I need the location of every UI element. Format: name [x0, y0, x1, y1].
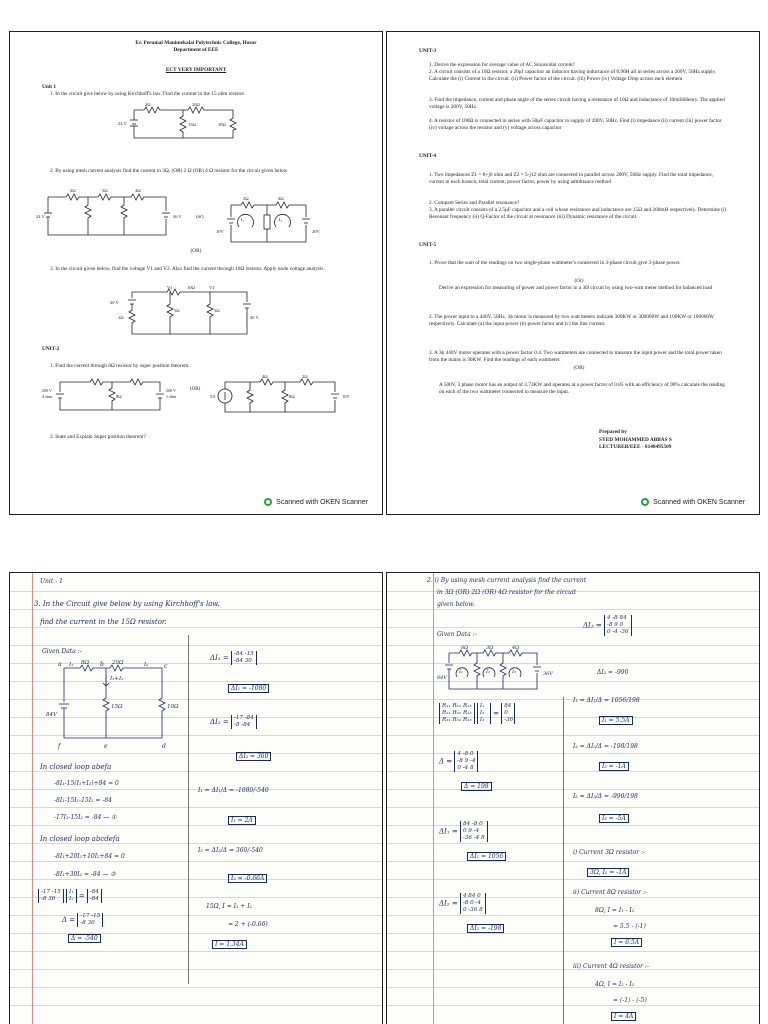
delta-i3-result: ΔI₃ = -990	[597, 669, 629, 676]
di2-row-1: 4 84 0	[462, 893, 481, 899]
unit4-heading: UNIT-4	[419, 153, 437, 159]
current-3ohm-result: 3Ω, I₂ = -1A	[587, 868, 629, 877]
delta-matrix	[62, 913, 103, 927]
loop1-heading: In closed loop abefa	[40, 763, 112, 771]
mesh-row-3: R₃₁ R₃₂ R₃₃	[442, 716, 472, 723]
label-v: 84V	[46, 712, 57, 718]
loop2-heading: In closed loop abcdefa	[40, 835, 120, 843]
label-v2: 36V	[543, 671, 553, 677]
i1-calculation: I₁ = ΔI₁/Δ = -1080/-540	[198, 787, 269, 794]
unit5-or-1: (Or)	[574, 278, 584, 284]
matrix-equation: -17 -15 -8 30 I₁ I₂ = -84 -84	[38, 889, 102, 903]
scanner-watermark	[264, 498, 368, 506]
unit3-item-3: 3. Find the impedance, current and phase angle of the series circuit having a resistance of 10Ω and inductance of 10milliHenry. The applied voltage is 200V, 50Hz.	[429, 97, 725, 110]
prepared-by-label: Prepared by	[599, 429, 627, 435]
m-a21: -8	[41, 895, 47, 902]
unit4-item-2: 2. Compare Series and Parallel resonance?	[429, 200, 520, 206]
mesh-sources: 84 0 -36	[501, 703, 515, 724]
delta-result: Δ = 198	[461, 782, 492, 791]
scanner-logo-icon	[264, 498, 272, 506]
label-r3: 4Ω	[512, 645, 520, 651]
i2-calculation: I₂ = ΔI₂/Δ = -198/198	[573, 743, 638, 750]
label-v2: 36 V	[173, 214, 182, 219]
label-r5: 8Ω	[289, 394, 295, 399]
unit5-question-2: 2. The power input to a 440V, 50Hz, 3ϕ motor is measured by two watt meters indicate 300KW or 300000W and 100KW or 100000W respectively. Calculate (a) the input power (b) power factor and (c) the line current.	[429, 314, 714, 327]
question-line-1: 3. In the Circuit give below by using Kirchhoff's law,	[34, 600, 220, 608]
delta-row-3: 0 -4 8	[457, 764, 474, 771]
page-handwritten-mesh-solution	[386, 572, 760, 1024]
label-v-left: 20 V	[110, 300, 119, 305]
label-r1: 8Ω	[81, 660, 90, 666]
label-isrc: 5A	[210, 394, 216, 399]
di2-d: -84	[241, 721, 251, 728]
m-b1: -84	[89, 889, 99, 895]
unit2-question-2: 2. State and Explain Super position theorem?	[50, 434, 146, 440]
unit5-heading: UNIT-5	[419, 242, 437, 248]
loop1-eq-1: -8I₁-15(I₁+I₂)+84 = 0	[54, 780, 119, 787]
current-4ohm-line-2: = (-1) - (-5)	[613, 997, 647, 1004]
node-b: b	[100, 661, 104, 668]
question-line-2: in 3Ω (OR) 2Ω (OR) 4Ω resistor for the circuit	[437, 589, 577, 596]
mesh-row-1: R₁₁ R₁₂ R₁₃	[442, 703, 472, 709]
unit1-question-3: 3. In the circuit given below, find the voltage V1 and V2. Also find the current through 10Ω resistor. Apply node voltage analysis.	[50, 266, 325, 272]
delta-i2-result: ΔI₂ = 360	[236, 752, 271, 761]
di1-row-1: 84 -8 0	[462, 821, 483, 827]
di2-a: -17	[233, 715, 243, 721]
mesh-row-2: R₂₁ R₂₂ R₂₃	[442, 709, 472, 716]
unit2-heading: UNIT-2	[42, 346, 60, 352]
unit3-item-4: 4. A resistor of 100Ω is connected in series with 50μF capacitor to supply of 200V, 50Hz. Find (i) impedance (ii) current (iii) power factor (iv) voltage across the resistor and (v) voltage across capacitor	[429, 118, 722, 131]
node-f: f	[58, 743, 61, 750]
question-line-1: 2. i) By using mesh current analysis find the current	[427, 577, 587, 584]
label-r-left: 2Ω	[118, 315, 124, 320]
current-8ohm-line-2: = 5.5 - (-1)	[613, 923, 646, 930]
label-r-top1: 2Ω	[145, 102, 151, 107]
di2-c: -8	[233, 721, 240, 728]
label-or: (OR)	[190, 387, 201, 392]
scanner-label: Scanned with OKEN Scanner	[653, 498, 745, 506]
di1-a: -84	[233, 651, 243, 657]
circuit-diagram-kirchhoff	[118, 102, 243, 144]
given-data-label: Given Data :-	[42, 648, 82, 655]
delta-label: Δ =	[62, 915, 76, 924]
label-r1: 4 ohm	[42, 394, 53, 399]
di1-b: -15	[244, 651, 254, 657]
label-v1: 24 V	[36, 214, 45, 219]
d-a22: 30	[87, 919, 95, 926]
di2-b: -84	[244, 715, 254, 721]
label-r2: 3Ω	[486, 645, 494, 651]
given-data-label: Given Data :-	[437, 631, 477, 638]
delta-i1-result: ΔI₁ = -1080	[228, 684, 269, 693]
loop2-eq-1: -8I₁+20I₂+10I₂+84 = 0	[54, 853, 125, 860]
delta-i1-matrix	[210, 651, 257, 665]
current-4ohm-result: I = 4A	[611, 1012, 636, 1021]
label-r1b: 2Ω	[243, 196, 249, 201]
m-x2: I₂	[69, 895, 74, 902]
handdrawn-circuit-diagram	[44, 658, 184, 754]
label-v3: 10V	[342, 394, 350, 399]
label-source: 24 V	[118, 121, 127, 126]
delta-i2-label: ΔI₂ =	[210, 717, 229, 726]
i2-result: I₂ = -0.66A	[228, 874, 267, 883]
unit1-heading: Unit 1	[42, 84, 56, 90]
question-line-3: given below.	[437, 601, 475, 608]
page-ect-unit-1-2	[9, 31, 383, 515]
di3-row-2: -8 9 0	[606, 621, 624, 628]
delta-i2-matrix: ΔI₂ = 4 84 0 -8 0 -4 0 -36 8	[439, 893, 486, 914]
final-current-result: I = 1.34A	[212, 940, 247, 949]
label-r3: 4Ω	[262, 374, 268, 379]
delta-matrix: Δ = 4 -8 0 -8 9 -4 0 -4 8	[439, 751, 478, 772]
di1-row-2: 0 9 -4	[462, 827, 480, 834]
delta-i2-result: ΔI₂ = -198	[467, 924, 504, 933]
delta-row-1: 4 -8 0	[457, 751, 474, 757]
label-v2: 200 V	[166, 388, 176, 393]
node-a: a	[58, 661, 62, 668]
label-r-mid1: 5Ω	[174, 308, 180, 313]
label-r-top: 10Ω	[187, 285, 195, 290]
label-i3: I₃	[512, 669, 516, 675]
college-name: Er. Perumal Manimekalai Polytechnic College, Hosur	[135, 40, 257, 46]
label-r3b: 4Ω	[278, 196, 284, 201]
unit1-question-2: 2. By using mesh current analysis find the current in 3Ω, (OR) 2 Ω (OR) 4 Ω resistor for the circuit given below	[50, 168, 288, 174]
i1-result: I₁ = 2A	[228, 816, 256, 825]
unit5-question-1b: Derive an expression for measuring of power and power factor in a 3Ø circuit by using two-watt meter method for balanced load	[439, 285, 713, 291]
label-r2: 20Ω	[112, 660, 124, 666]
node-d: d	[162, 743, 166, 750]
current-8ohm-line-1: 8Ω, I = I₁ - I₂	[595, 907, 635, 914]
m-a22: 30	[48, 895, 56, 902]
unit5-question-1: 1. Prove that the sum of the readings on two single-phase wattmeter's connected in 3-phase circuit give 3-phase power.	[429, 260, 681, 266]
i1-calculation: I₁ = ΔI₁/Δ = 1056/198	[573, 697, 640, 704]
handdrawn-mesh-circuit	[437, 645, 557, 697]
unit3-item-1: 1. Derive the expression for average value of AC Sinusoidal current?	[429, 62, 576, 68]
label-r-mid2: 3Ω	[214, 308, 220, 313]
delta-i3-matrix: ΔI₃ = 4 -8 84 -8 9 0 0 -4 -36	[583, 615, 632, 636]
unit4-item-1: 1. Two impedances Z1 = 8+j6 ohm and Z2 = 5-j12 ohm are connected in parallel across 200V, 50Hz supply. Find the total impedance, current in each branch, total current, power factor, power by using admittance method	[429, 172, 713, 185]
label-r3: 4Ω	[135, 188, 141, 193]
delta-i1-matrix: ΔI₁ = 84 -8 0 0 9 -4 -36 -4 8	[439, 821, 488, 842]
unit4-item-3: 3. A parallel circuit consists of a 2.5μF capacitor and a coil whose resistance and inductance are 15Ω and 260mH respectively. Determine (i) Resonant frequency (ii) Q-Factor of the circuit at resonance (iii) Dynamic resistance of the circuit.	[429, 207, 727, 220]
label-i1: I₁	[459, 669, 463, 675]
label-i1: I₁	[69, 662, 74, 668]
delta-i1-result: ΔI₁ = 1056	[467, 852, 506, 861]
circuit-diagram-superposition	[40, 374, 370, 418]
current-8ohm-result: I = 6.5A	[611, 938, 642, 947]
or-separator: (OR)	[190, 248, 202, 254]
label-node-v2: V2	[209, 285, 215, 290]
node-e: e	[104, 743, 108, 750]
loop1-eq-3: -17I₁-15I₂ = -84 — ①	[54, 814, 117, 821]
label-r2: 3Ω	[102, 188, 108, 193]
d-a12: -15	[91, 913, 101, 919]
label-r4: 10Ω	[167, 704, 179, 710]
delta-row-2: -8 9 -4	[457, 757, 476, 764]
unit5-question-3: 3. A 3ϕ 440V motor operates with a power factor 0.4. Two wattmeters are connected to measure the input power and the total power taken from the mains is 30KW. Find the readings of each wattmeter.	[429, 350, 722, 363]
i3-result: I₃ = -5A	[599, 814, 629, 823]
label-r3: 15Ω	[111, 704, 123, 710]
i2-calculation: I₂ = ΔI₂/Δ = 360/-540	[198, 847, 263, 854]
di2-row-3: 0 -36 8	[462, 906, 483, 913]
i2-result: I₂ = -1A	[599, 762, 629, 771]
mesh-currents: I₁ I₂ I₃	[477, 703, 491, 724]
m-b2: -84	[89, 895, 99, 902]
delta-i2-matrix	[210, 715, 257, 729]
label-i2: I₂	[144, 662, 149, 668]
unit1-question-1: 1. In the circuit give below by using Kirchhoff's law. Find the current in the 15 ohm resistor	[50, 91, 245, 97]
question-line-2: find the current in the 15Ω resistor.	[40, 618, 167, 626]
current-3ohm-heading: i) Current 3Ω resistor :-	[573, 849, 646, 856]
author-name: SYED MOHAMMED ABBAS S	[599, 437, 672, 443]
delta-result: Δ = -540	[68, 934, 101, 943]
current-8ohm-heading: ii) Current 8Ω resistor :-	[573, 889, 648, 896]
unit3-item-2: 2. A circuit consists of a 10Ω resistor, a 20μf capacitor an inductor having inductance of 0.96H all in series across a 200V, 50Hz supply. Calculate the (i) Current in the circuit. (ii) Power factor of the circuit. (iii) Power (iv) Voltage Drop across each element	[429, 69, 717, 82]
label-i1-plus-i2: I₁+I₂	[110, 676, 124, 682]
department-name: Department of EEE	[173, 47, 219, 53]
label-i2: I₂	[486, 669, 490, 675]
loop1-eq-2: -8I₁-15I₁-15I₂ = -84	[54, 797, 112, 804]
m-a12: -15	[51, 889, 61, 895]
label-r4: 2Ω	[302, 374, 308, 379]
label-r2: 1 ohm	[166, 394, 177, 399]
di1-row-3: -36 -4 8	[462, 834, 485, 841]
di1-d: 30	[244, 657, 252, 664]
current-4ohm-heading: iii) Current 4Ω resistor :-	[573, 963, 649, 970]
unit3-heading: UNIT-3	[419, 48, 437, 54]
m-x1: I₁	[69, 889, 74, 895]
i3-calculation: I₃ = ΔI₃/Δ = -990/198	[573, 793, 638, 800]
m-a11: -17	[41, 889, 51, 895]
unit5-or-2: (OR)	[573, 365, 585, 371]
page-title: ECT VERY IMPORTANT	[165, 67, 227, 73]
label-v3: 10V	[216, 229, 224, 234]
i1-result: I₁ = 5.5A	[599, 716, 633, 725]
author-role: LECTURER/EEE - 8148495509	[599, 444, 672, 450]
unit2-question-1: 1. Find the current through 8Ω resistor by super position theorem.	[50, 363, 190, 369]
label-r-mid: 8Ω	[116, 394, 122, 399]
scanner-logo-icon	[641, 498, 649, 506]
scanner-label: Scanned with OKEN Scanner	[276, 498, 368, 506]
d-a21: -8	[80, 919, 86, 926]
label-v1: 200 V	[42, 388, 52, 393]
circuit-diagram-node	[92, 284, 262, 344]
label-r-top2: 20Ω	[192, 102, 200, 107]
di3-row-3: 0 -4 -36	[606, 628, 629, 635]
label-v4: 20V	[312, 229, 320, 234]
label-r1: 2Ω	[70, 188, 76, 193]
label-v1: 84V	[437, 675, 447, 681]
mesh-matrix-equation: R₁₁ R₁₂ R₁₃ R₂₁ R₂₂ R₂₃ R₃₁ R₃₂ R₃₃ I₁ I₂ I₃ = 84 0 -36	[439, 703, 515, 724]
loop2-eq-2: -8I₁+30I₂ = -84 — ②	[54, 871, 116, 878]
final-current-line-2: = 2 + (-0.66)	[228, 921, 268, 928]
d-a11: -17	[80, 913, 90, 919]
label-node-v1: V1	[167, 285, 173, 290]
final-current-line-1: 15Ω, I = I₁ + I₂	[206, 903, 253, 910]
di3-row-1: 4 -8 84	[606, 615, 627, 621]
label-r1: 8Ω	[461, 645, 469, 651]
label-i2: I₂	[279, 217, 283, 222]
page-handwritten-kirchhoff-solution	[9, 572, 383, 1024]
label-i1: I₁	[241, 217, 245, 222]
unit5-question-3b: A 500V, 3 phase motor has an output of 3.73KW and operates at a power factor of 0.85 with an efficiency of 90% calculate the reading on each of the two wattmeter connected to measure the input.	[439, 382, 725, 395]
current-4ohm-line-1: 4Ω, I = I₂ - I₃	[595, 981, 635, 988]
page-header: Unit - 1	[40, 578, 63, 585]
delta-i1-label: ΔI₁ =	[210, 653, 229, 662]
label-r-mid: 15Ω	[188, 122, 196, 127]
label-or: (or)	[196, 215, 204, 220]
label-r-right: 10Ω	[218, 122, 226, 127]
scanner-watermark	[641, 498, 745, 506]
node-c: c	[164, 663, 168, 670]
label-v-right: 40 V	[250, 315, 259, 320]
di2-row-2: -8 0 -4	[462, 899, 481, 906]
di1-c: -84	[233, 657, 243, 664]
page-ect-unit-3-5	[386, 31, 760, 515]
